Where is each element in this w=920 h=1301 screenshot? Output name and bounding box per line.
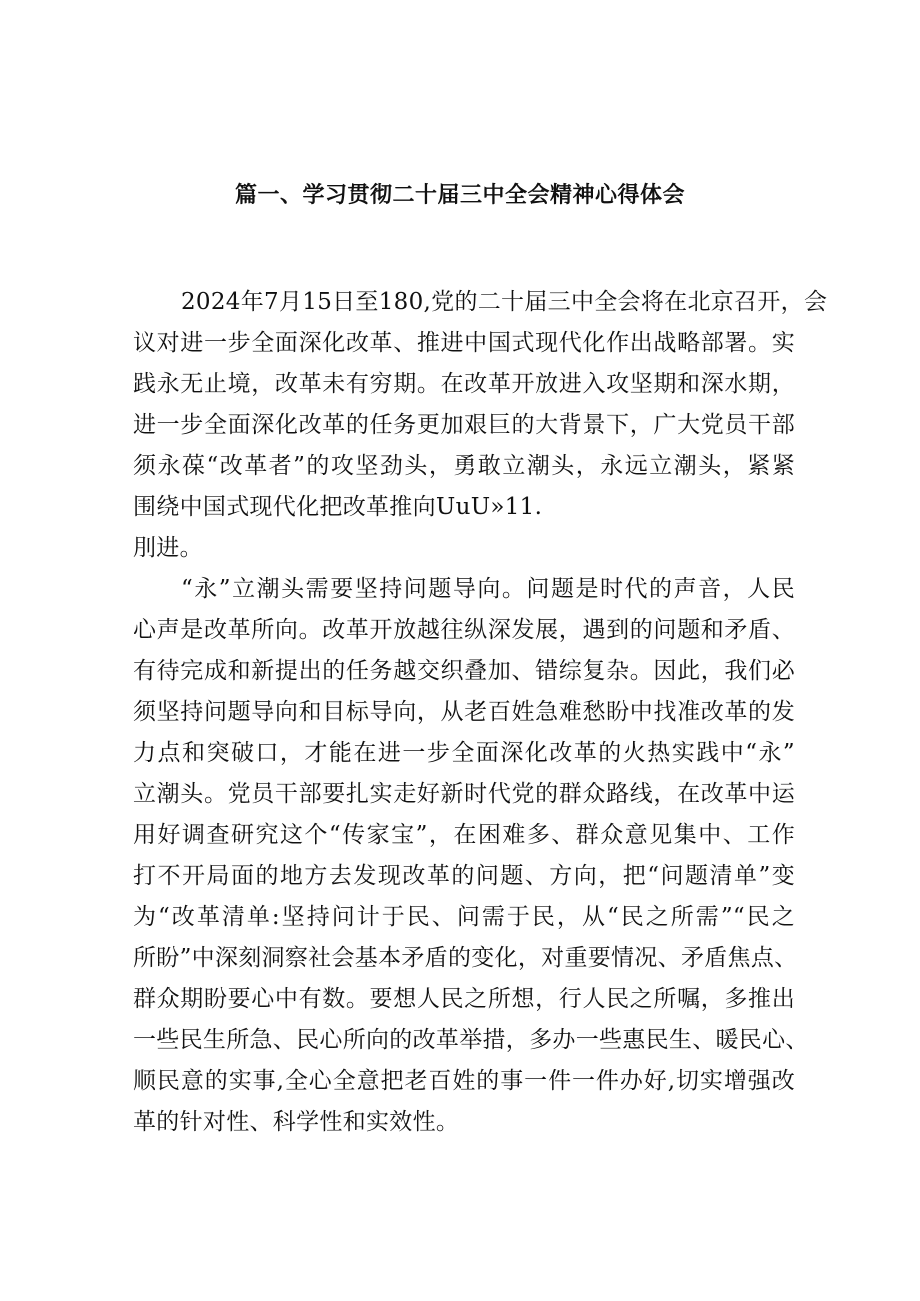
paragraph-2-line: 革的针对性、科学性和实效性。 bbox=[133, 1109, 460, 1135]
paragraph-1-line: 围绕中国式现代化把改革推向UuU»11. bbox=[133, 494, 543, 520]
paragraph-2-line: 为“改革清单:坚持问计于民、问需于民，从“民之所需”“民之 bbox=[133, 904, 795, 930]
paragraph-1-line: 须永葆“改革者”的攻坚劲头，勇敢立潮头，永远立潮头，紧紧 bbox=[133, 453, 795, 479]
paragraph-2-line: 心声是改革所向。改革开放越往纵深发展，遇到的问题和矛盾、 bbox=[133, 617, 795, 643]
paragraph-2-line: 用好调查研究这个“传家宝”，在困难多、群众意见集中、工作 bbox=[133, 822, 795, 848]
paragraph-2-line: 一些民生所急、民心所向的改革举措，多办一些惠民生、暖民心、 bbox=[133, 1027, 809, 1053]
paragraph-2-line: “永”立潮头需要坚持问题导向。问题是时代的声音，人民 bbox=[181, 576, 795, 602]
paragraph-2-line: 顺民意的实事,全心全意把老百姓的事一件一件办好,切实增强改 bbox=[133, 1068, 795, 1094]
paragraph-1-line: 议对进一步全面深化改革、推进中国式现代化作出战略部署。实 bbox=[133, 330, 795, 356]
document-title: 篇一、学习贯彻二十届三中全会精神心得体会 bbox=[234, 183, 685, 208]
paragraph-2-line: 群众期盼要心中有数。要想人民之所想，行人民之所嘱，多推出 bbox=[133, 986, 795, 1012]
paragraph-2-line: 有待完成和新提出的任务越交织叠加、错综复杂。因此，我们必 bbox=[133, 658, 795, 684]
paragraph-2-line: 打不开局面的地方去发现改革的问题、方向，把“问题清单”变 bbox=[133, 863, 795, 889]
paragraph-2-line: 立潮头。党员干部要扎实走好新时代党的群众路线，在改革中运 bbox=[133, 781, 795, 807]
paragraph-1-line: 刖进。 bbox=[133, 535, 203, 561]
paragraph-1-line: 进一步全面深化改革的任务更加艰巨的大背景下，广大党员干部 bbox=[133, 412, 795, 438]
paragraph-1-line: 2024年7月15日至180,党的二十届三中全会将在北京召开，会 bbox=[181, 289, 828, 315]
paragraph-2-line: 须坚持问题导向和目标导向，从老百姓急难愁盼中找准改革的发 bbox=[133, 699, 795, 725]
paragraph-2-line: 力点和突破口，才能在进一步全面深化改革的火热实践中“永” bbox=[133, 740, 795, 766]
paragraph-1-line: 践永无止境，改革未有穷期。在改革开放进入攻坚期和深水期， bbox=[133, 371, 795, 397]
paragraph-2-line: 所盼”中深刻洞察社会基本矛盾的变化，对重要情况、矛盾焦点、 bbox=[133, 945, 798, 971]
